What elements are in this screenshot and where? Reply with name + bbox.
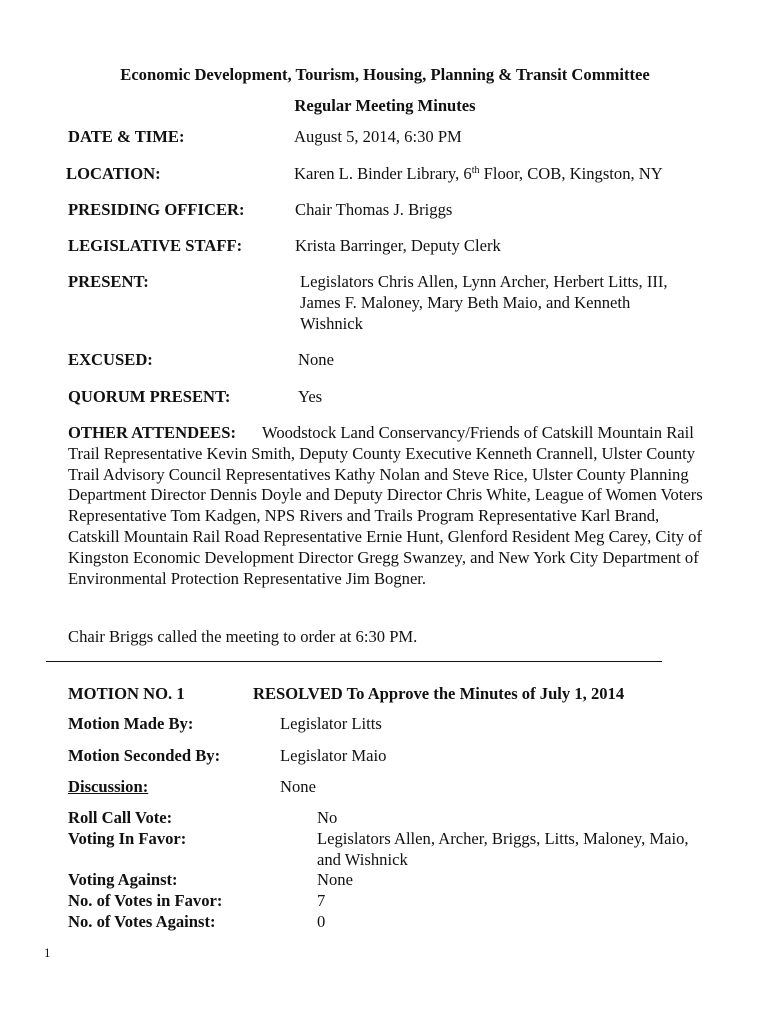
document-subtitle: Regular Meeting Minutes (294, 96, 476, 115)
voting-in-favor-label: Voting In Favor: (68, 829, 187, 848)
presiding-officer-label: PRESIDING OFFICER: (68, 200, 245, 219)
location-text-end: Floor, COB, Kingston, NY (479, 164, 663, 183)
legislative-staff-label: LEGISLATIVE STAFF: (68, 236, 243, 255)
present-line: Wishnick (300, 314, 363, 333)
votes-in-favor-label: No. of Votes in Favor: (68, 891, 223, 910)
other-attendees-label: OTHER ATTENDEES: (68, 423, 236, 442)
motion-resolution: RESOLVED To Approve the Minutes of July 1, 2014 (253, 684, 625, 703)
voting-against-value: None (317, 870, 353, 889)
present-line: James F. Maloney, Mary Beth Maio, and Kenneth (300, 293, 631, 312)
other-attendees-text: Woodstock Land Conservancy/Friends of Catskill Mountain Rail Trail Representative Kevin Smith, Deputy County Executive Kenneth Crannell, Ulster County Trail Advisory Council Representatives Kathy Nolan and Steve Rice, Ulster County Planning Department Director Dennis Doyle and Deputy Director Chris White, League of Women Voters Representative Tom Kadgen, NPS Rivers and Trails Program Representative Karl Brand, Catskill Mountain Rail Road Representative Ernie Hunt, Glenford Resident Meg Carey, City of Kingston Economic Development Director Gregg Swanzey, and New York City Department of Environmental Protection Representative Jim Bogner. (68, 423, 703, 588)
votes-against-label: No. of Votes Against: (68, 912, 216, 931)
present-line: Legislators Chris Allen, Lynn Archer, Herbert Litts, III, (300, 272, 668, 291)
legislative-staff-value: Krista Barringer, Deputy Clerk (295, 236, 501, 255)
quorum-value: Yes (298, 387, 323, 406)
discussion-value: None (280, 777, 316, 796)
page-number: 1 (44, 945, 51, 960)
location-label: LOCATION: (66, 164, 161, 183)
other-attendees-paragraph (68, 423, 708, 589)
location-text: Karen L. Binder Library, 6 (294, 164, 472, 183)
date-label: DATE & TIME: (68, 127, 185, 146)
excused-label: EXCUSED: (68, 350, 153, 369)
motion-seconded-value: Legislator Maio (280, 746, 387, 765)
excused-value: None (298, 350, 334, 369)
location-value (294, 164, 663, 184)
motion-made-by-value: Legislator Litts (280, 714, 382, 733)
voting-in-favor-line: Legislators Allen, Archer, Briggs, Litts, Maloney, Maio, (317, 829, 689, 848)
voting-against-label: Voting Against: (68, 870, 178, 889)
location-ordinal: th (471, 165, 480, 176)
voting-in-favor-line: and Wishnick (317, 850, 408, 869)
section-divider (46, 661, 662, 662)
presiding-officer-value: Chair Thomas J. Briggs (295, 200, 453, 219)
roll-call-value: No (317, 808, 338, 827)
motion-number: MOTION NO. 1 (68, 684, 185, 703)
motion-seconded-label: Motion Seconded By: (68, 746, 221, 765)
date-value: August 5, 2014, 6:30 PM (294, 127, 462, 146)
document-title: Economic Development, Tourism, Housing, Planning & Transit Committee (120, 65, 650, 84)
votes-in-favor-value: 7 (317, 891, 326, 910)
votes-against-value: 0 (317, 912, 326, 931)
motion-made-by-label: Motion Made By: (68, 714, 194, 733)
present-label: PRESENT: (68, 272, 149, 291)
discussion-label: Discussion: (68, 777, 149, 796)
quorum-label: QUORUM PRESENT: (68, 387, 231, 406)
call-to-order: Chair Briggs called the meeting to order at 6:30 PM. (68, 627, 418, 646)
roll-call-label: Roll Call Vote: (68, 808, 173, 827)
